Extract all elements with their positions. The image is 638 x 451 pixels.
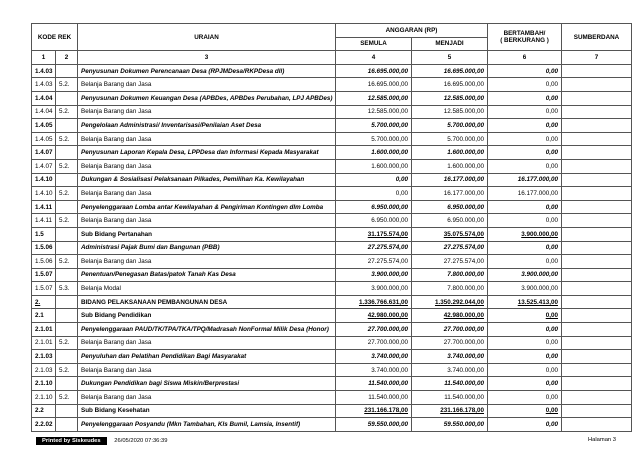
sub-kode-cell: 5.2. xyxy=(56,159,78,173)
menjadi-cell: 27.700.000,00 xyxy=(412,336,488,350)
sub-kode-cell xyxy=(56,241,78,255)
kode-cell: 1.4.03 xyxy=(32,64,56,78)
bertambah-cell: 0,00 xyxy=(488,255,562,269)
uraian-cell: Penyusunan Laporan Kepala Desa, LPPDesa dan Informasi Kepada Masyarakat xyxy=(78,146,336,160)
table-row xyxy=(32,404,632,418)
uraian-cell: Penyusunan Dokumen Perencanaan Desa (RPJMDesa/RKPDesa dll) xyxy=(78,64,336,78)
bertambah-cell: 0,00 xyxy=(488,350,562,364)
sub-kode-cell: 5.2. xyxy=(56,132,78,146)
page-footer xyxy=(36,437,616,445)
kode-cell: 1.5.06 xyxy=(32,241,56,255)
bertambah-cell: 0,00 xyxy=(488,200,562,214)
bertambah-cell: 3.900.000,00 xyxy=(488,282,562,296)
menjadi-cell: 5.700.000,00 xyxy=(412,132,488,146)
kode-cell: 2.1.01 xyxy=(32,323,56,337)
bertambah-cell: 0,00 xyxy=(488,323,562,337)
sumberdana-cell xyxy=(562,241,632,255)
kode-cell: 1.5.07 xyxy=(32,268,56,282)
bertambah-cell: 0,00 xyxy=(488,132,562,146)
menjadi-cell: 1.350.292.044,00 xyxy=(412,295,488,309)
kode-cell: 1.4.04 xyxy=(32,91,56,105)
menjadi-cell: 42.980.000,00 xyxy=(412,309,488,323)
table-row xyxy=(32,64,632,78)
sumberdana-cell xyxy=(562,309,632,323)
kode-cell: 1.4.04 xyxy=(32,105,56,119)
menjadi-cell: 6.950.000,00 xyxy=(412,214,488,228)
bertambah-cell: 0,00 xyxy=(488,309,562,323)
table-row xyxy=(32,391,632,405)
sumberdana-cell xyxy=(562,78,632,92)
bertambah-cell: 0,00 xyxy=(488,64,562,78)
sumberdana-cell xyxy=(562,363,632,377)
menjadi-cell: 27.700.000,00 xyxy=(412,323,488,337)
semula-cell: 11.540.000,00 xyxy=(336,377,412,391)
menjadi-cell: 6.950.000,00 xyxy=(412,200,488,214)
col-number: 1 xyxy=(32,51,56,65)
uraian-cell: BIDANG PELAKSANAAN PEMBANGUNAN DESA xyxy=(78,295,336,309)
kode-cell: 2.1.10 xyxy=(32,377,56,391)
sub-kode-cell xyxy=(56,119,78,133)
sumberdana-header: SUMBERDANA xyxy=(562,24,632,51)
semula-cell: 12.585.000,00 xyxy=(336,91,412,105)
sub-kode-cell: 5.2. xyxy=(56,391,78,405)
col-number: 2 xyxy=(56,51,78,65)
bertambah-header xyxy=(488,24,562,51)
sumberdana-cell xyxy=(562,91,632,105)
semula-cell: 3.740.000,00 xyxy=(336,363,412,377)
sub-kode-cell xyxy=(56,91,78,105)
sumberdana-cell xyxy=(562,132,632,146)
sub-kode-cell xyxy=(56,323,78,337)
sumberdana-cell xyxy=(562,173,632,187)
uraian-cell: Pengelolaan Administrasi/ Inventarisasi/Penilaian Aset Desa xyxy=(78,119,336,133)
uraian-cell: Belanja Barang dan Jasa xyxy=(78,105,336,119)
kode-cell: 1.5.07 xyxy=(32,282,56,296)
bertambah-cell: 0,00 xyxy=(488,404,562,418)
sub-kode-cell: 5.2. xyxy=(56,336,78,350)
uraian-cell: Penyuluhan dan Pelatihan Pendidikan Bagi Masyarakat xyxy=(78,350,336,364)
table-row xyxy=(32,200,632,214)
bertambah-cell: 13.525.413,00 xyxy=(488,295,562,309)
kode-cell: 1.4.11 xyxy=(32,214,56,228)
print-timestamp: 26/05/2020 07:36:39 xyxy=(114,438,168,444)
kode-cell: 1.4.11 xyxy=(32,200,56,214)
sumberdana-cell xyxy=(562,64,632,78)
sumberdana-cell xyxy=(562,159,632,173)
sub-kode-cell xyxy=(56,350,78,364)
kode-cell: 1.5.06 xyxy=(32,255,56,269)
sumberdana-cell xyxy=(562,214,632,228)
sub-kode-cell xyxy=(56,295,78,309)
semula-cell: 42.980.000,00 xyxy=(336,309,412,323)
table-row xyxy=(32,187,632,201)
bertambah-cell: 0,00 xyxy=(488,336,562,350)
semula-header: SEMULA xyxy=(336,37,412,51)
semula-cell: 27.275.574,00 xyxy=(336,241,412,255)
menjadi-cell: 11.540.000,00 xyxy=(412,377,488,391)
semula-cell: 16.695.000,00 xyxy=(336,78,412,92)
kode-cell: 1.4.07 xyxy=(32,159,56,173)
table-row xyxy=(32,336,632,350)
sub-kode-cell: 5.2. xyxy=(56,214,78,228)
bertambah-cell: 0,00 xyxy=(488,105,562,119)
bertambah-cell: 0,00 xyxy=(488,78,562,92)
semula-cell: 0,00 xyxy=(336,173,412,187)
table-row xyxy=(32,363,632,377)
sub-kode-cell: 5.2. xyxy=(56,105,78,119)
table-row xyxy=(32,132,632,146)
semula-cell: 59.550.000,00 xyxy=(336,418,412,432)
sub-kode-cell xyxy=(56,309,78,323)
menjadi-cell: 1.600.000,00 xyxy=(412,159,488,173)
kode-cell: 1.4.07 xyxy=(32,146,56,160)
sub-kode-cell xyxy=(56,227,78,241)
sumberdana-cell xyxy=(562,323,632,337)
sub-kode-cell xyxy=(56,377,78,391)
semula-cell: 27.275.574,00 xyxy=(336,255,412,269)
sub-kode-cell xyxy=(56,268,78,282)
semula-cell: 6.950.000,00 xyxy=(336,214,412,228)
bertambah-header-line1: BERTAMBAH/ xyxy=(503,30,546,38)
semula-cell: 1.600.000,00 xyxy=(336,159,412,173)
bertambah-cell: 16.177.000,00 xyxy=(488,187,562,201)
bertambah-cell: 0,00 xyxy=(488,91,562,105)
kode-cell: 1.4.03 xyxy=(32,78,56,92)
bertambah-cell: 0,00 xyxy=(488,377,562,391)
table-row xyxy=(32,295,632,309)
bertambah-cell: 3.900.000,00 xyxy=(488,227,562,241)
semula-cell: 5.700.000,00 xyxy=(336,132,412,146)
bertambah-cell: 0,00 xyxy=(488,214,562,228)
table-row xyxy=(32,214,632,228)
sub-kode-cell xyxy=(56,146,78,160)
sumberdana-cell xyxy=(562,268,632,282)
bertambah-cell: 0,00 xyxy=(488,146,562,160)
semula-cell: 31.175.574,00 xyxy=(336,227,412,241)
uraian-cell: Belanja Barang dan Jasa xyxy=(78,78,336,92)
table-row xyxy=(32,78,632,92)
bertambah-cell: 16.177.000,00 xyxy=(488,173,562,187)
col-number: 4 xyxy=(336,51,412,65)
menjadi-header: MENJADI xyxy=(412,37,488,51)
bertambah-cell: 0,00 xyxy=(488,391,562,405)
budget-table xyxy=(31,23,632,432)
menjadi-cell: 35.075.574,00 xyxy=(412,227,488,241)
menjadi-cell: 12.585.000,00 xyxy=(412,105,488,119)
semula-cell: 1.336.766.631,00 xyxy=(336,295,412,309)
uraian-cell: Administrasi Pajak Bumi dan Bangunan (PBB) xyxy=(78,241,336,255)
col-number: 6 xyxy=(488,51,562,65)
menjadi-cell: 16.177.000,00 xyxy=(412,187,488,201)
sumberdana-cell xyxy=(562,377,632,391)
menjadi-cell: 3.740.000,00 xyxy=(412,350,488,364)
sumberdana-cell xyxy=(562,404,632,418)
sumberdana-cell xyxy=(562,200,632,214)
sumberdana-cell xyxy=(562,282,632,296)
menjadi-cell: 16.695.000,00 xyxy=(412,64,488,78)
uraian-cell: Penyelenggaraan PAUD/TK/TPA/TKA/TPQ/Madrasah NonFormal Milik Desa (Honor) xyxy=(78,323,336,337)
menjadi-cell: 16.695.000,00 xyxy=(412,78,488,92)
uraian-cell: Penyusunan Dokumen Keuangan Desa (APBDes, APBDes Perubahan, LPJ APBDes) xyxy=(78,91,336,105)
table-row xyxy=(32,255,632,269)
table-row xyxy=(32,91,632,105)
semula-cell: 27.700.000,00 xyxy=(336,323,412,337)
sumberdana-cell xyxy=(562,391,632,405)
kode-cell: 2. xyxy=(32,295,56,309)
kode-cell: 2.1 xyxy=(32,309,56,323)
uraian-cell: Dukungan & Sosialisasi Pelaksanaan Pilkades, Pemilihan Ka. Kewilayahan xyxy=(78,173,336,187)
table-row xyxy=(32,282,632,296)
sub-kode-cell: 5.3. xyxy=(56,282,78,296)
kode-cell: 1.4.05 xyxy=(32,132,56,146)
sub-kode-cell xyxy=(56,200,78,214)
page-number: Halaman 3 xyxy=(587,437,616,443)
table-row xyxy=(32,323,632,337)
menjadi-cell: 59.550.000,00 xyxy=(412,418,488,432)
menjadi-cell: 1.600.000,00 xyxy=(412,146,488,160)
table-row xyxy=(32,377,632,391)
col-number: 7 xyxy=(562,51,632,65)
kode-rek-header: KODE REK xyxy=(32,24,78,51)
menjadi-cell: 27.275.574,00 xyxy=(412,241,488,255)
semula-cell: 231.166.178,00 xyxy=(336,404,412,418)
sumberdana-cell xyxy=(562,418,632,432)
uraian-cell: Sub Bidang Pendidikan xyxy=(78,309,336,323)
kode-cell: 1.4.10 xyxy=(32,173,56,187)
table-row xyxy=(32,227,632,241)
sumberdana-cell xyxy=(562,336,632,350)
semula-cell: 3.900.000,00 xyxy=(336,268,412,282)
table-row xyxy=(32,350,632,364)
menjadi-cell: 27.275.574,00 xyxy=(412,255,488,269)
sumberdana-cell xyxy=(562,255,632,269)
sub-kode-cell: 5.2. xyxy=(56,78,78,92)
uraian-cell: Penyelenggaraan Posyandu (Mkn Tambahan, Kls Bumil, Lamsia, Insentif) xyxy=(78,418,336,432)
semula-cell: 3.900.000,00 xyxy=(336,282,412,296)
sumberdana-cell xyxy=(562,295,632,309)
menjadi-cell: 16.177.000,00 xyxy=(412,173,488,187)
sumberdana-cell xyxy=(562,119,632,133)
semula-cell: 3.740.000,00 xyxy=(336,350,412,364)
table-row xyxy=(32,119,632,133)
sumberdana-cell xyxy=(562,146,632,160)
semula-cell: 1.600.000,00 xyxy=(336,146,412,160)
sub-kode-cell: 5.2. xyxy=(56,255,78,269)
semula-cell: 11.540.000,00 xyxy=(336,391,412,405)
menjadi-cell: 7.800.000,00 xyxy=(412,268,488,282)
menjadi-cell: 231.166.178,00 xyxy=(412,404,488,418)
menjadi-cell: 7.800.000,00 xyxy=(412,282,488,296)
kode-cell: 2.2 xyxy=(32,404,56,418)
uraian-cell: Belanja Modal xyxy=(78,282,336,296)
bertambah-header-line2: ( BERKURANG ) xyxy=(500,37,549,45)
menjadi-cell: 3.740.000,00 xyxy=(412,363,488,377)
uraian-cell: Belanja Barang dan Jasa xyxy=(78,187,336,201)
semula-cell: 27.700.000,00 xyxy=(336,336,412,350)
table-row xyxy=(32,105,632,119)
bertambah-cell: 0,00 xyxy=(488,241,562,255)
semula-cell: 12.585.000,00 xyxy=(336,105,412,119)
menjadi-cell: 5.700.000,00 xyxy=(412,119,488,133)
sub-kode-cell: 5.2. xyxy=(56,187,78,201)
col-number: 5 xyxy=(412,51,488,65)
kode-cell: 2.1.03 xyxy=(32,350,56,364)
sub-kode-cell: 5.2. xyxy=(56,363,78,377)
kode-cell: 2.1.03 xyxy=(32,363,56,377)
bertambah-cell: 0,00 xyxy=(488,363,562,377)
table-row xyxy=(32,309,632,323)
uraian-cell: Belanja Barang dan Jasa xyxy=(78,159,336,173)
table-row xyxy=(32,146,632,160)
menjadi-cell: 12.585.000,00 xyxy=(412,91,488,105)
uraian-cell: Dukungan Pendidikan bagi Siswa Miskin/Berprestasi xyxy=(78,377,336,391)
uraian-cell: Belanja Barang dan Jasa xyxy=(78,132,336,146)
uraian-cell: Belanja Barang dan Jasa xyxy=(78,255,336,269)
uraian-cell: Penyelenggaraan Lomba antar Kewilayahan & Pengiriman Kontingen dlm Lomba xyxy=(78,200,336,214)
menjadi-cell: 11.540.000,00 xyxy=(412,391,488,405)
semula-cell: 6.950.000,00 xyxy=(336,200,412,214)
sub-kode-cell xyxy=(56,418,78,432)
printed-by-badge: Printed by Siskeudes xyxy=(36,437,107,445)
kode-cell: 1.4.10 xyxy=(32,187,56,201)
bertambah-cell: 0,00 xyxy=(488,159,562,173)
uraian-cell: Penentuan/Penegasan Batas/patok Tanah Kas Desa xyxy=(78,268,336,282)
col-number: 3 xyxy=(78,51,336,65)
kode-cell: 1.5 xyxy=(32,227,56,241)
column-number-row xyxy=(32,51,632,65)
budget-table-body xyxy=(32,64,632,431)
kode-cell: 2.1.10 xyxy=(32,391,56,405)
table-row xyxy=(32,241,632,255)
uraian-cell: Sub Bidang Pertanahan xyxy=(78,227,336,241)
uraian-cell: Belanja Barang dan Jasa xyxy=(78,336,336,350)
sumberdana-cell xyxy=(562,350,632,364)
uraian-cell: Belanja Barang dan Jasa xyxy=(78,214,336,228)
sumberdana-cell xyxy=(562,105,632,119)
anggaran-header: ANGGARAN (RP) xyxy=(336,24,488,38)
bertambah-cell: 3.900.000,00 xyxy=(488,268,562,282)
sub-kode-cell xyxy=(56,64,78,78)
semula-cell: 5.700.000,00 xyxy=(336,119,412,133)
kode-cell: 2.1.01 xyxy=(32,336,56,350)
table-row xyxy=(32,418,632,432)
sumberdana-cell xyxy=(562,187,632,201)
sub-kode-cell xyxy=(56,404,78,418)
uraian-cell: Sub Bidang Kesehatan xyxy=(78,404,336,418)
uraian-header: URAIAN xyxy=(78,24,336,51)
uraian-cell: Belanja Barang dan Jasa xyxy=(78,391,336,405)
kode-cell: 2.2.02 xyxy=(32,418,56,432)
uraian-cell: Belanja Barang dan Jasa xyxy=(78,363,336,377)
kode-cell: 1.4.05 xyxy=(32,119,56,133)
table-row xyxy=(32,173,632,187)
sumberdana-cell xyxy=(562,227,632,241)
semula-cell: 16.695.000,00 xyxy=(336,64,412,78)
bertambah-cell: 0,00 xyxy=(488,119,562,133)
table-row xyxy=(32,159,632,173)
semula-cell: 0,00 xyxy=(336,187,412,201)
table-row xyxy=(32,268,632,282)
sub-kode-cell xyxy=(56,173,78,187)
bertambah-cell: 0,00 xyxy=(488,418,562,432)
